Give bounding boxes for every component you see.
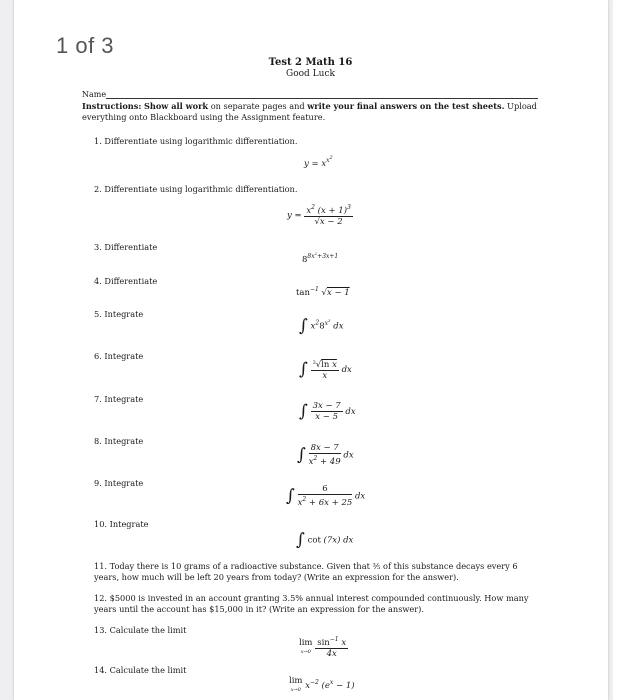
instructions-bold-1: Show all work — [143, 101, 209, 111]
page-indicator: 1 of 3 — [56, 33, 115, 58]
formula-2: y = $\frac{x^2 (x + 1)^3}{√x - 2}$ — [287, 204, 351, 227]
instructions-tail: Upload everything onto Blackboard using the Assignment feature. — [82, 101, 537, 122]
instructions-mid: on separate pages and — [208, 101, 308, 111]
formula-10: ∫ cot (7x) dx — [296, 530, 354, 550]
formula-8: ∫ $\frac{8x - 7}{x^2 + 49}$ dx — [297, 443, 354, 467]
question-1: 1. Differentiate using logarithmic differentiation. — [94, 136, 298, 146]
formula-4: $\tan^{-1} √x - 1$ — [296, 286, 350, 298]
question-10: 10. Integrate — [94, 519, 149, 529]
question-5: 5. Integrate — [94, 309, 144, 319]
instructions-bold-2: write your final answers on the test sheets. — [307, 101, 505, 111]
formula-7: ∫ $\frac{3x - 7}{x - 5}$ dx — [299, 401, 356, 422]
question-11: 11. Today there is 10 grams of a radioactive substance. Given that ⅗ of this substance decays every 6 years, how much will be left 20 years from today? (Write an expression for the answer). — [94, 561, 518, 582]
question-3: 3. Differentiate — [94, 242, 158, 252]
formula-1: $y = x^{x^2}$ — [304, 155, 333, 169]
instructions-lead: Instructions: — [82, 101, 142, 111]
question-12: 12. $5000 is invested in an account granting 3.5% annual interest compounded continuously. How many years until the account has $15,000 in it? (Write an expression for the answer). — [94, 593, 529, 614]
formula-3: $8^{8x^2+3x+1}$ — [302, 251, 339, 265]
page-edge — [613, 0, 621, 700]
formula-14: lim x→0 $x^{-2}$ $(e^x - 1)$ — [289, 676, 355, 693]
formula-9: ∫ $\frac{6}{x^2 + 6x + 25}$ dx — [286, 484, 366, 508]
question-14: 14. Calculate the limit — [94, 665, 187, 675]
question-13: 13. Calculate the limit — [94, 625, 187, 635]
question-2: 2. Differentiate using logarithmic differentiation. — [94, 184, 298, 194]
name-underline — [106, 98, 538, 99]
question-7: 7. Integrate — [94, 394, 144, 404]
question-6: 6. Integrate — [94, 351, 144, 361]
formula-5: ∫ $x^28^{x^3}$ dx — [299, 316, 344, 336]
question-4: 4. Differentiate — [94, 276, 158, 286]
formula-6: ∫ $\frac{^3√\ln x}{x}$ dx — [299, 359, 352, 381]
question-9: 9. Integrate — [94, 478, 144, 488]
test-subtitle: Good Luck — [286, 69, 335, 79]
instructions — [82, 101, 552, 123]
test-title: Test 2 Math 16 — [268, 57, 353, 68]
question-8: 8. Integrate — [94, 436, 144, 446]
name-label: Name — [82, 90, 107, 99]
formula-13: lim x→0 $\frac{\sin^{-1} x}{4x}$ — [299, 636, 347, 659]
